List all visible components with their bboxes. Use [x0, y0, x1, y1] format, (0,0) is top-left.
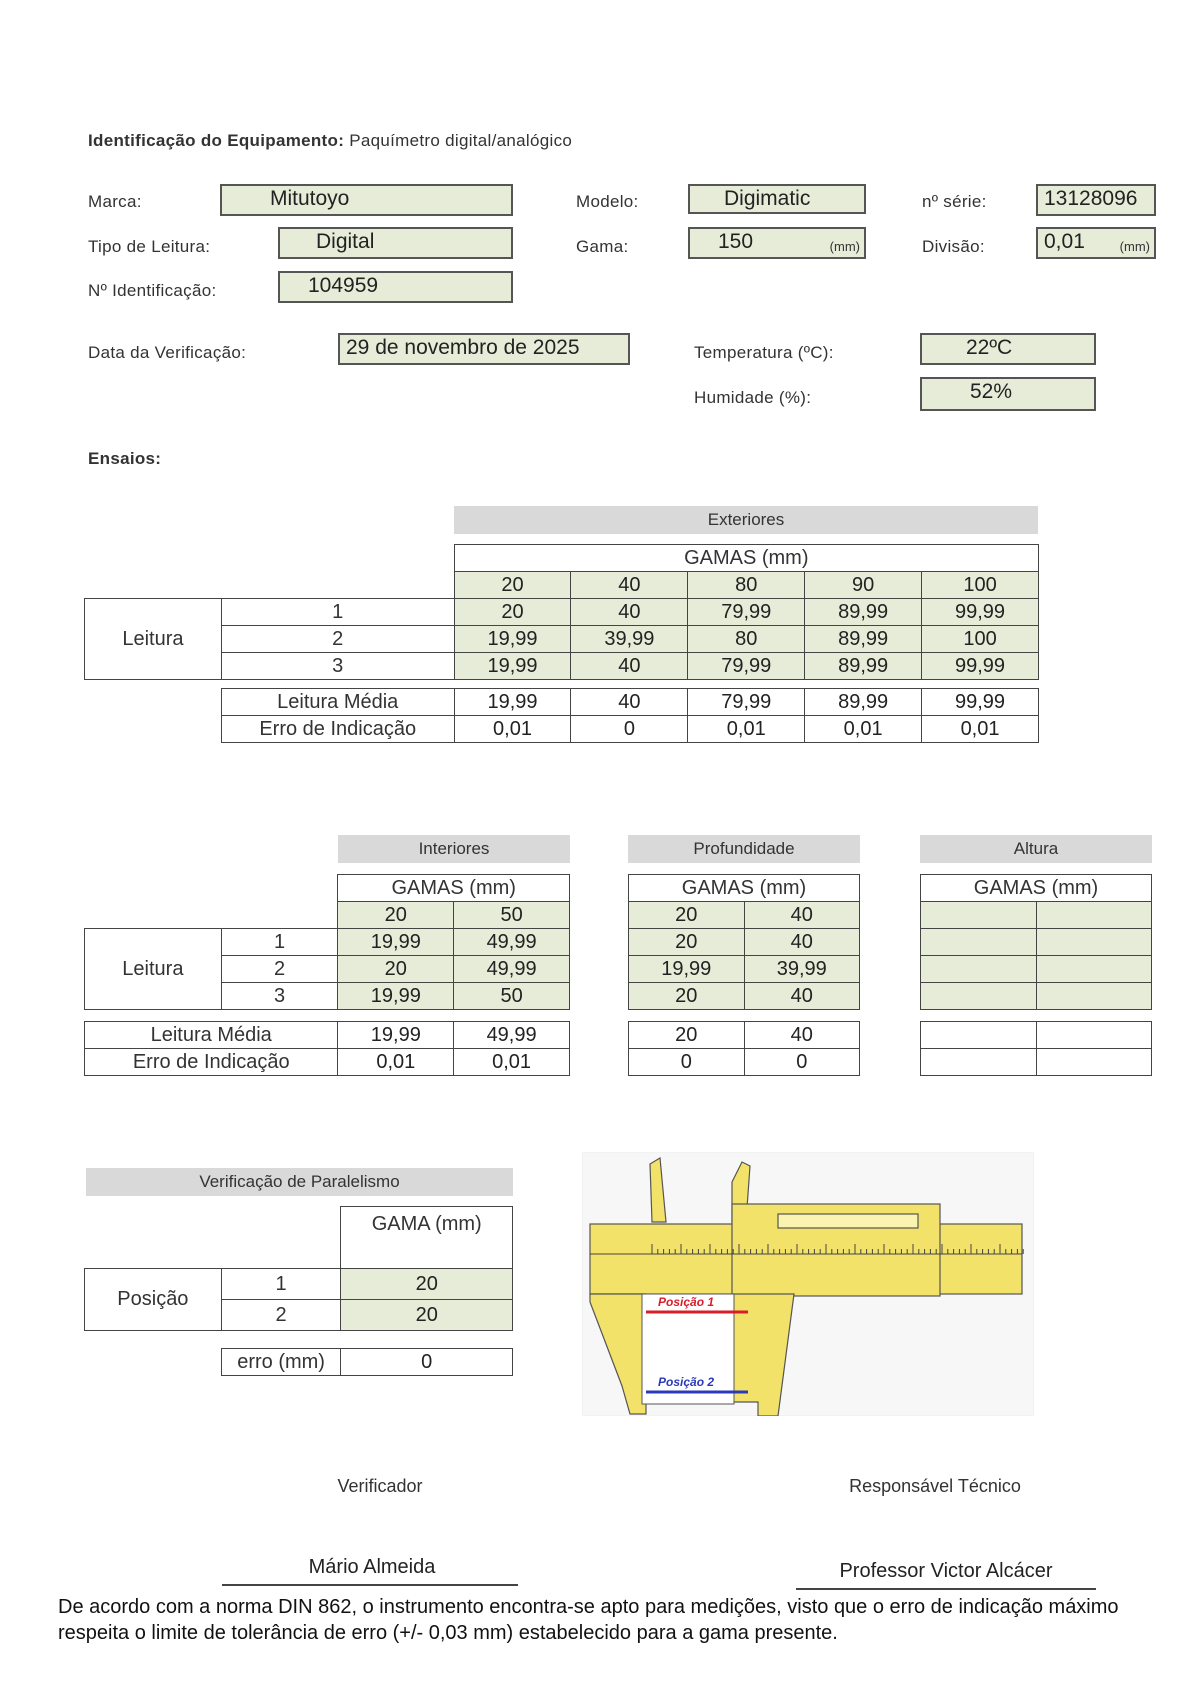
gama-unit: (mm) — [829, 239, 860, 254]
modelo-label: Modelo: — [576, 192, 639, 211]
divisao-label: Divisão: — [922, 237, 985, 256]
interiores-cell[interactable]: 49,99 — [454, 929, 570, 956]
profundidade-cell[interactable]: 20 — [629, 929, 745, 956]
exteriores-erro: 0,01 — [454, 716, 571, 743]
exteriores-media-label: Leitura Média — [221, 689, 454, 716]
exteriores-gama: 40 — [571, 572, 688, 599]
altura-title: Altura — [920, 835, 1152, 863]
hum-label: Humidade (%): — [694, 388, 812, 407]
altura-cell[interactable] — [921, 983, 1037, 1010]
profundidade-title: Profundidade — [628, 835, 860, 863]
altura-cell[interactable] — [1036, 956, 1152, 983]
exteriores-cell[interactable]: 79,99 — [688, 599, 805, 626]
caliper-diagram — [582, 1152, 1034, 1416]
interiores-table — [84, 874, 570, 1076]
exteriores-gama: 100 — [922, 572, 1039, 599]
interiores-media: 19,99 — [338, 1022, 454, 1049]
verificador-signature-line — [222, 1584, 518, 1586]
interiores-cell[interactable]: 49,99 — [454, 956, 570, 983]
exteriores-cell[interactable]: 99,99 — [922, 653, 1039, 680]
altura-erro — [921, 1049, 1037, 1076]
gama-field[interactable] — [688, 227, 866, 259]
exteriores-cell[interactable]: 79,99 — [688, 653, 805, 680]
divisao-unit: (mm) — [1119, 239, 1150, 254]
tipo-value: Digital — [316, 230, 375, 253]
exteriores-media: 40 — [571, 689, 688, 716]
verificador-name: Mário Almeida — [308, 1556, 436, 1578]
interiores-gamas-label: GAMAS (mm) — [338, 875, 570, 902]
profundidade-cell[interactable]: 40 — [744, 983, 860, 1010]
paralelismo-posicao-label: Posição — [85, 1269, 222, 1331]
reading-number: 2 — [221, 956, 338, 983]
altura-table — [920, 874, 1152, 1076]
exteriores-cell[interactable]: 89,99 — [805, 599, 922, 626]
altura-media — [1036, 1022, 1152, 1049]
interiores-cell[interactable]: 50 — [454, 983, 570, 1010]
altura-erro — [1036, 1049, 1152, 1076]
interiores-erro-label: Erro de Indicação — [85, 1049, 338, 1076]
position-2-label: Posição 2 — [658, 1375, 715, 1389]
ident-value: 104959 — [308, 274, 379, 297]
profundidade-erro: 0 — [629, 1049, 745, 1076]
exteriores-erro-label: Erro de Indicação — [221, 716, 454, 743]
reading-number: 1 — [221, 599, 454, 626]
exteriores-cell[interactable]: 89,99 — [805, 626, 922, 653]
interiores-media-label: Leitura Média — [85, 1022, 338, 1049]
profundidade-cell[interactable]: 39,99 — [744, 956, 860, 983]
exteriores-erro: 0,01 — [688, 716, 805, 743]
exteriores-erro: 0 — [571, 716, 688, 743]
profundidade-erro: 0 — [744, 1049, 860, 1076]
temp-field[interactable] — [920, 333, 1096, 365]
profundidade-cell[interactable]: 40 — [744, 929, 860, 956]
exteriores-cell[interactable]: 20 — [454, 599, 571, 626]
interiores-erro: 0,01 — [454, 1049, 570, 1076]
divisao-field[interactable] — [1036, 227, 1156, 259]
exteriores-cell[interactable]: 89,99 — [805, 653, 922, 680]
paralelismo-table — [84, 1206, 513, 1376]
interiores-media: 49,99 — [454, 1022, 570, 1049]
divisao-value: 0,01 — [1044, 230, 1085, 253]
temp-label: Temperatura (ºC): — [694, 343, 834, 362]
serie-label: nº série: — [922, 192, 987, 211]
ident-field[interactable] — [278, 271, 513, 303]
profundidade-gama: 40 — [744, 902, 860, 929]
gama-label: Gama: — [576, 237, 629, 256]
exteriores-cell[interactable]: 39,99 — [571, 626, 688, 653]
hum-value: 52% — [970, 380, 1013, 403]
marca-field[interactable] — [220, 184, 513, 216]
paralelismo-cell[interactable]: 20 — [341, 1300, 513, 1331]
paralelismo-title: Verificação de Paralelismo — [86, 1168, 513, 1196]
exteriores-cell[interactable]: 19,99 — [454, 653, 571, 680]
interiores-gama: 20 — [338, 902, 454, 929]
exteriores-cell[interactable]: 40 — [571, 599, 688, 626]
altura-cell[interactable] — [921, 956, 1037, 983]
conclusion-text: De acordo com a norma DIN 862, o instrumento encontra-se apto para medições, visto que o erro de indicação máximo respeita o limite de tolerância de erro (+/- 0,03 mm) estabelecido para a gama presente. — [58, 1596, 1119, 1644]
paralelismo-gama-label: GAMA (mm) — [341, 1207, 513, 1269]
paralelismo-cell[interactable]: 20 — [341, 1269, 513, 1300]
data-field[interactable] — [338, 333, 630, 365]
reading-number: 1 — [221, 929, 338, 956]
paralelismo-erro-label: erro (mm) — [221, 1349, 341, 1376]
profundidade-cell[interactable]: 20 — [629, 983, 745, 1010]
paralelismo-erro: 0 — [341, 1349, 513, 1376]
serie-value: 13128096 — [1044, 187, 1138, 210]
marca-label: Marca: — [88, 192, 142, 211]
interiores-gama: 50 — [454, 902, 570, 929]
modelo-field[interactable] — [688, 184, 866, 214]
verificador-label: Verificador — [337, 1476, 423, 1496]
exteriores-gama: 90 — [805, 572, 922, 599]
exteriores-media: 99,99 — [922, 689, 1039, 716]
altura-gama — [921, 902, 1037, 929]
modelo-value: Digimatic — [724, 187, 811, 210]
reading-number: 3 — [221, 653, 454, 680]
interiores-cell[interactable]: 20 — [338, 956, 454, 983]
profundidade-cell[interactable]: 19,99 — [629, 956, 745, 983]
profundidade-media: 20 — [629, 1022, 745, 1049]
responsavel-signature-line — [796, 1588, 1096, 1590]
profundidade-table — [628, 874, 860, 1076]
marca-value: Mitutoyo — [270, 187, 350, 210]
reading-number: 2 — [221, 626, 454, 653]
identification-label: Identificação do Equipamento: — [88, 131, 345, 150]
interiores-cell[interactable]: 19,99 — [338, 929, 454, 956]
serie-field[interactable] — [1036, 184, 1156, 216]
hum-field[interactable] — [920, 377, 1096, 411]
exteriores-title: Exteriores — [454, 506, 1038, 534]
responsavel-name: Professor Victor Alcácer — [839, 1560, 1053, 1582]
altura-gama — [1036, 902, 1152, 929]
altura-cell[interactable] — [1036, 983, 1152, 1010]
exteriores-cell[interactable]: 100 — [922, 626, 1039, 653]
exteriores-media: 79,99 — [688, 689, 805, 716]
exteriores-gama: 20 — [454, 572, 571, 599]
altura-media — [921, 1022, 1037, 1049]
profundidade-gama: 20 — [629, 902, 745, 929]
altura-cell[interactable] — [1036, 929, 1152, 956]
tipo-label: Tipo de Leitura: — [88, 237, 211, 256]
identification-line — [88, 131, 572, 151]
altura-gamas-label: GAMAS (mm) — [921, 875, 1152, 902]
ensaios-label: Ensaios: — [88, 449, 162, 468]
data-label: Data da Verificação: — [88, 343, 247, 362]
exteriores-table — [84, 544, 1039, 743]
gama-value: 150 — [718, 230, 754, 253]
exteriores-leitura-label: Leitura — [85, 599, 222, 680]
profundidade-gamas-label: GAMAS (mm) — [629, 875, 860, 902]
interiores-erro: 0,01 — [338, 1049, 454, 1076]
identification-value: Paquímetro digital/analógico — [349, 131, 573, 150]
exteriores-gamas-label: GAMAS (mm) — [454, 545, 1038, 572]
exteriores-cell[interactable]: 19,99 — [454, 626, 571, 653]
tipo-field[interactable] — [278, 227, 513, 259]
exteriores-media: 19,99 — [454, 689, 571, 716]
exteriores-media: 89,99 — [805, 689, 922, 716]
exteriores-erro: 0,01 — [922, 716, 1039, 743]
exteriores-cell[interactable]: 80 — [688, 626, 805, 653]
exteriores-gama: 80 — [688, 572, 805, 599]
reading-number: 3 — [221, 983, 338, 1010]
temp-value: 22ºC — [966, 336, 1013, 359]
exteriores-cell[interactable]: 99,99 — [922, 599, 1039, 626]
interiores-cell[interactable]: 19,99 — [338, 983, 454, 1010]
position-number: 1 — [221, 1269, 341, 1300]
interiores-title: Interiores — [338, 835, 570, 863]
exteriores-cell[interactable]: 40 — [571, 653, 688, 680]
data-value: 29 de novembro de 2025 — [346, 336, 580, 359]
exteriores-erro: 0,01 — [805, 716, 922, 743]
position-1-label: Posição 1 — [658, 1295, 715, 1309]
ident-label: Nº Identificação: — [88, 281, 217, 300]
position-number: 2 — [221, 1300, 341, 1331]
responsavel-label: Responsável Técnico — [849, 1476, 1021, 1496]
altura-cell[interactable] — [921, 929, 1037, 956]
profundidade-media: 40 — [744, 1022, 860, 1049]
interiores-leitura-label: Leitura — [85, 929, 222, 1010]
